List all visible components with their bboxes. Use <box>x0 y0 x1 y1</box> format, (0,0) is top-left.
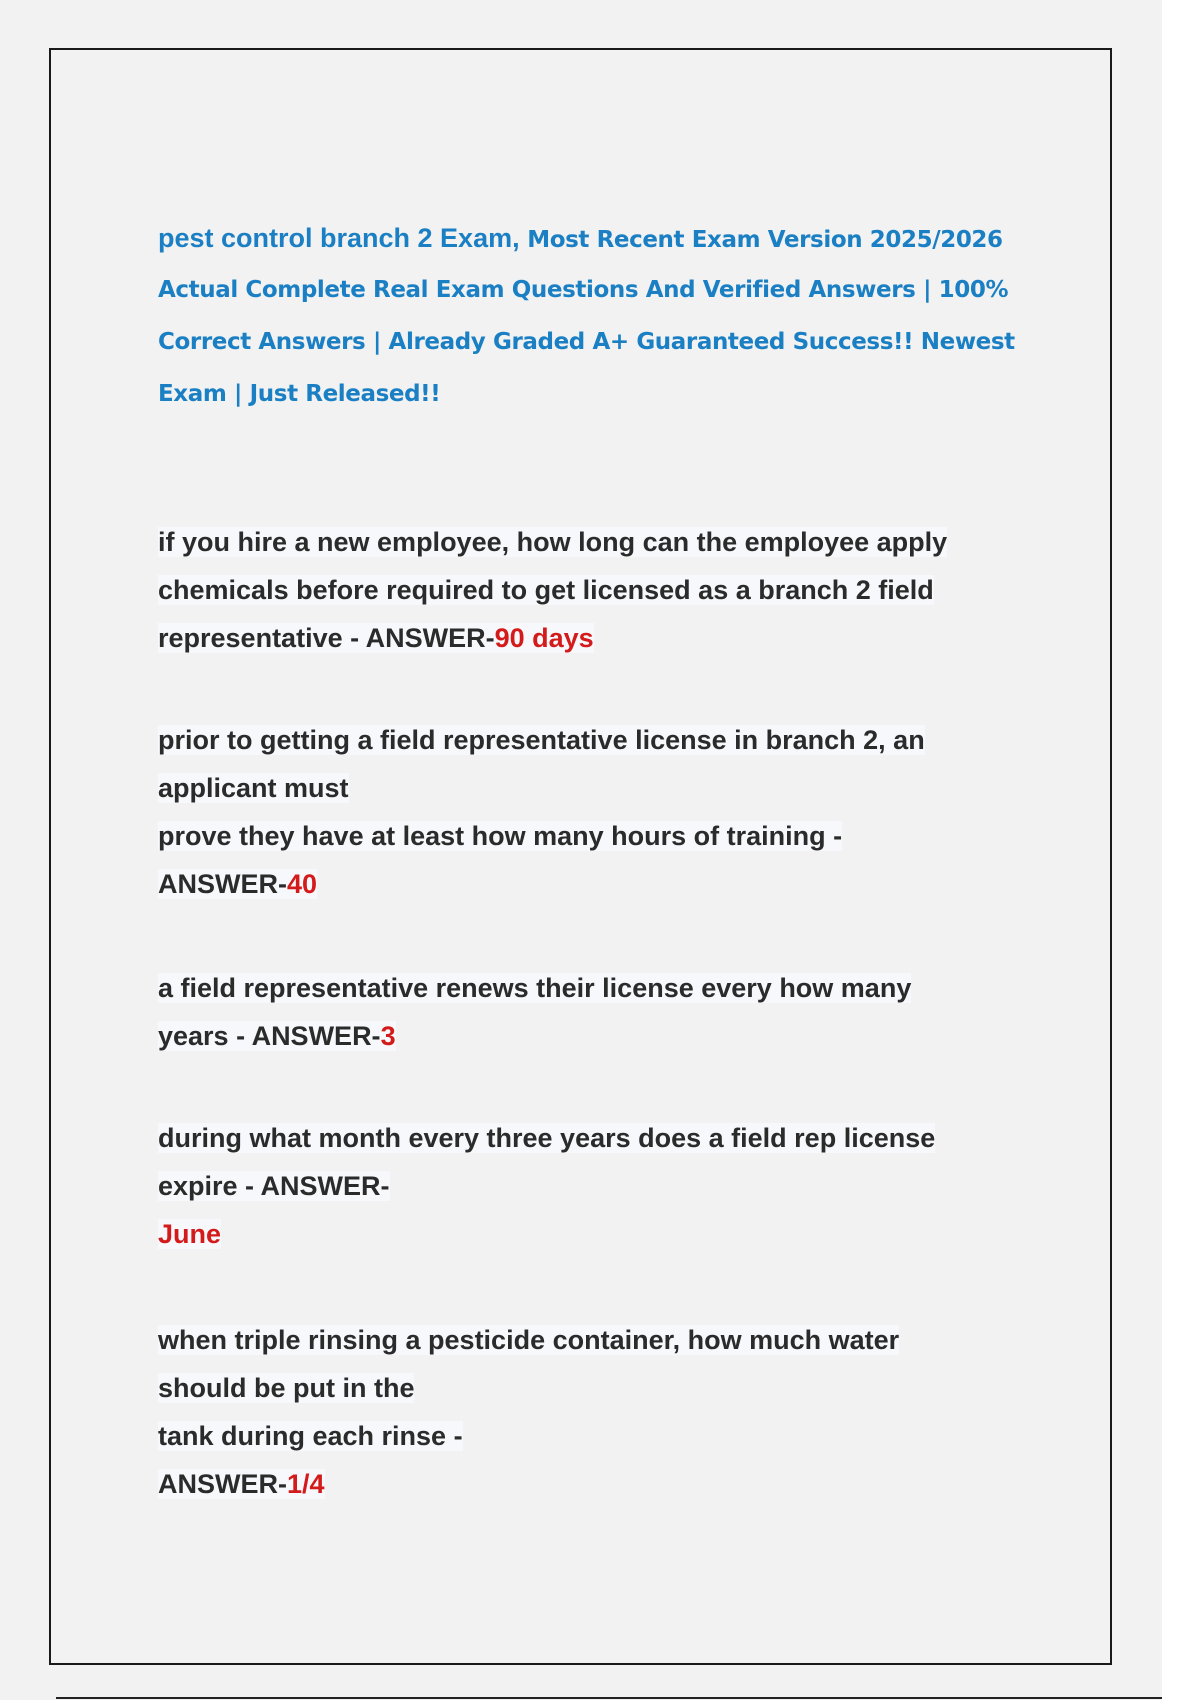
answer-1: 90 days <box>494 623 594 653</box>
question-3: a field representative renews their license every how many years - ANSWER-3 <box>158 973 912 1051</box>
question-4: during what month every three years does a field rep license expire - ANSWER- June <box>158 1123 936 1249</box>
document-title <box>158 212 1018 420</box>
title-line-4: Exam | Just Released!! <box>158 381 441 407</box>
question-5: when triple rinsing a pesticide container, how much water should be put in the tank during each rinse - ANSWER-1/4 <box>158 1325 900 1499</box>
page-right-margin <box>1162 0 1200 1700</box>
answer-3: 3 <box>380 1021 396 1051</box>
title-line-3: Correct Answers | Already Graded A+ Guaranteed Success!! Newest <box>158 329 1015 355</box>
question-1: if you hire a new employee, how long can the employee apply chemicals before required to get licensed as a branch 2 field representative - ANSWER-90 days <box>158 527 948 653</box>
answer-5: 1/4 <box>287 1469 325 1499</box>
answer-4: June <box>158 1219 222 1249</box>
title-line-1: pest control branch 2 Exam, Most Recent Exam Version 2025/2026 <box>158 223 1003 253</box>
answer-2: 40 <box>287 869 318 899</box>
question-2: prior to getting a field representative license in branch 2, an applicant must prove they have at least how many hours of training - ANSWER-40 <box>158 725 925 899</box>
bottom-rule <box>56 1697 1162 1699</box>
title-line-2: Actual Complete Real Exam Questions And Verified Answers | 100% <box>158 277 1009 303</box>
